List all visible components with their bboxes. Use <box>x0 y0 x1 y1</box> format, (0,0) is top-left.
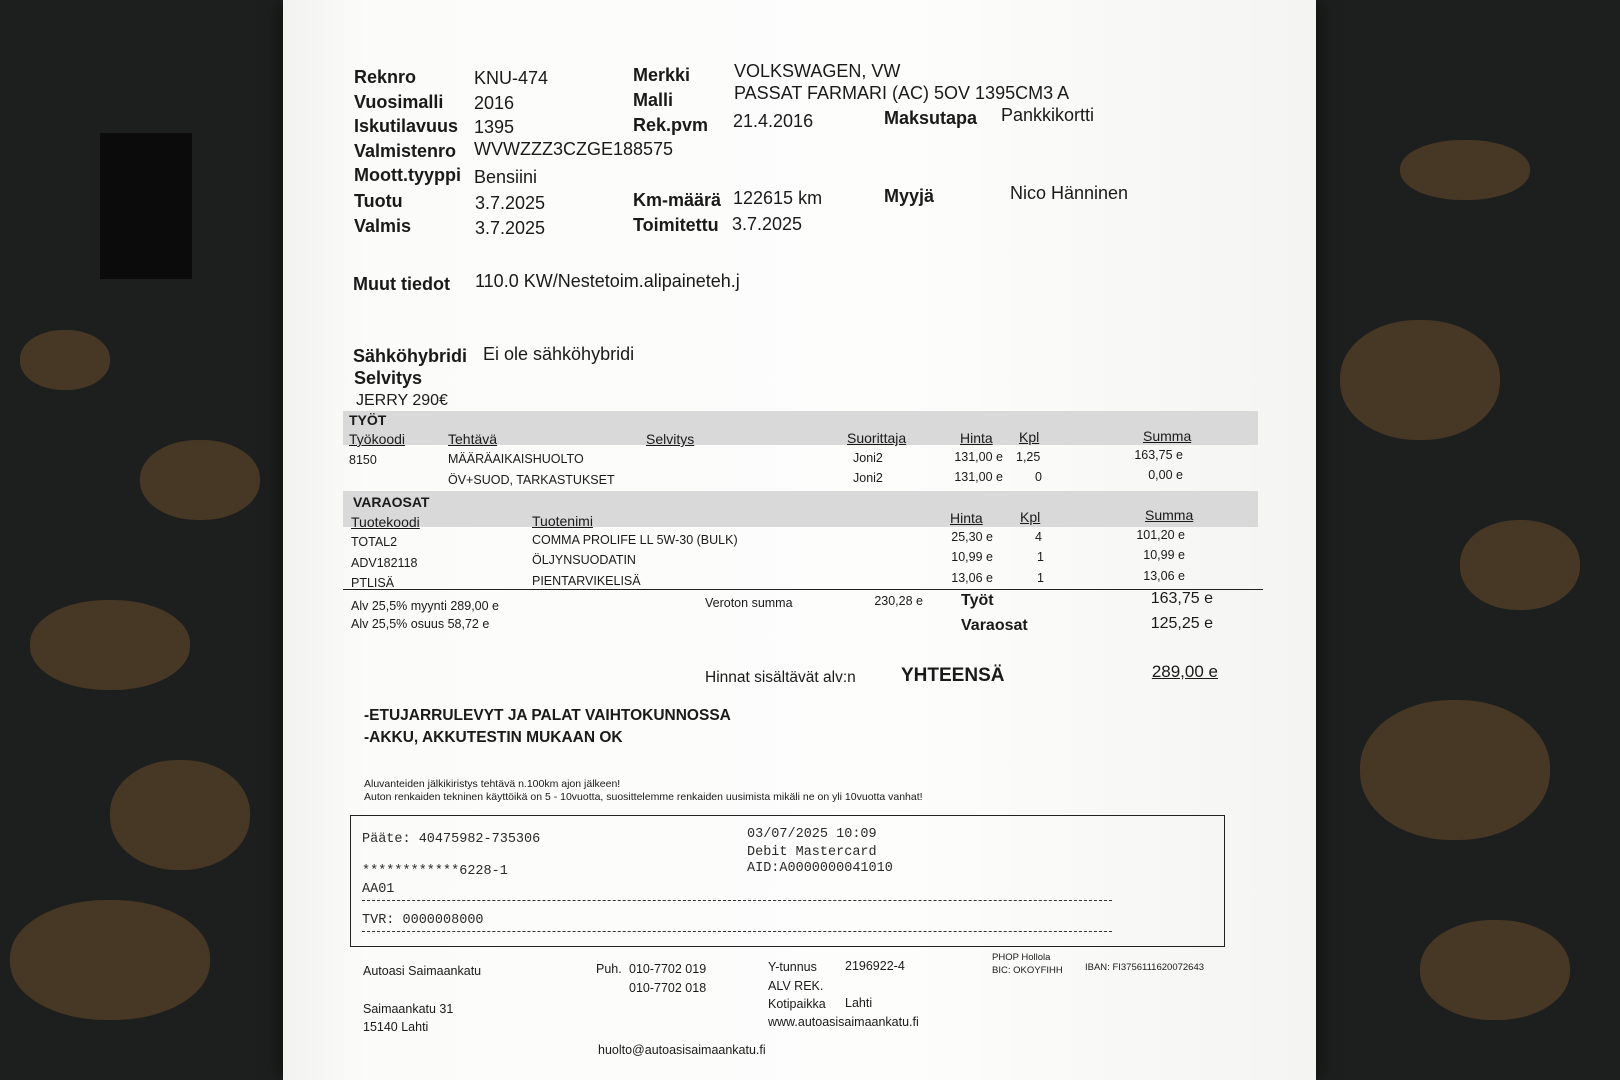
tyot-total-label: Työt <box>961 592 994 609</box>
osa-summa: 10,99 e <box>1143 548 1185 562</box>
tyo-summa: 163,75 e <box>1134 448 1183 462</box>
vuosimalli-label: Vuosimalli <box>354 92 444 112</box>
muut-label: Muut tiedot <box>353 274 450 294</box>
invoice-paper <box>283 0 1316 1080</box>
osa-koodi: ADV182118 <box>351 556 418 570</box>
th-kpl: Kpl <box>1019 429 1040 445</box>
receipt-datetime: 03/07/2025 10:09 <box>747 827 877 842</box>
note-line-2: -AKKU, AKKUTESTIN MUKAAN OK <box>364 729 623 746</box>
note-small-1: Aluvanteiden jälkikiristys tehtävä n.100km ajon jälkeen! <box>364 778 621 790</box>
footer-email[interactable]: huolto@autoasisaimaankatu.fi <box>598 1043 766 1057</box>
footer-iban: IBAN: FI3756111620072643 <box>1085 962 1205 973</box>
yhteensa-label: YHTEENSÄ <box>901 665 1005 686</box>
th-summa-varaosat: Summa <box>1145 507 1194 523</box>
receipt-aa: AA01 <box>362 882 395 897</box>
receipt-tvr: TVR: 0000008000 <box>362 913 484 928</box>
tyot-title: TYÖT <box>349 412 387 428</box>
tyot-total-value: 163,75 e <box>1150 590 1213 607</box>
tyo-suorittaja: Joni2 <box>853 471 883 485</box>
merkki-label: Merkki <box>633 65 691 85</box>
osa-koodi: PTLISÄ <box>351 576 395 590</box>
tyo-suorittaja: Joni2 <box>853 451 883 465</box>
valmistenro-value: WVWZZZ3CZGE188575 <box>474 139 674 159</box>
yhteensa-value: 289,00 e <box>1151 662 1218 681</box>
osa-kpl: 1 <box>1037 571 1044 585</box>
rekpvm-label: Rek.pvm <box>633 115 709 135</box>
footer-city: 15140 Lahti <box>363 1020 429 1034</box>
malli-label: Malli <box>633 90 674 110</box>
footer-alv: ALV REK. <box>768 979 824 993</box>
selvitys-value: JERRY 290€ <box>356 392 448 409</box>
footer-company: Autoasi Saimaankatu <box>363 964 482 978</box>
receipt-dash <box>362 900 1112 901</box>
myyja-value: Nico Hänninen <box>1010 183 1129 203</box>
footer-bic: BIC: OKOYFIHH <box>992 965 1063 976</box>
osa-koodi: TOTAL2 <box>351 535 398 549</box>
tyo-hinta: 131,00 e <box>954 470 1003 484</box>
receipt-aid: AID:A0000000041010 <box>747 861 893 876</box>
maksutapa-value: Pankkikortti <box>1001 105 1095 125</box>
tyo-summa: 0,00 e <box>1148 468 1183 482</box>
tyo-hinta: 131,00 e <box>954 450 1003 464</box>
osa-hinta: 10,99 e <box>951 550 993 564</box>
tyo-kpl: 0 <box>1035 470 1042 484</box>
toimitettu-label: Toimitettu <box>633 215 719 235</box>
reknro-value: KNU-474 <box>474 68 549 88</box>
footer-puh-label: Puh. <box>596 962 622 976</box>
moott-label: Moott.tyyppi <box>354 165 461 185</box>
varaosat-title: VARAOSAT <box>353 494 430 510</box>
th-tuotekoodi: Tuotekoodi <box>351 514 420 530</box>
osa-summa: 13,06 e <box>1143 569 1185 583</box>
receipt-dash <box>362 931 1112 932</box>
th-selvitys: Selvitys <box>646 431 695 447</box>
muut-value: 110.0 KW/Nestetoim.alipaineteh.j <box>475 271 740 291</box>
osa-kpl: 1 <box>1037 550 1044 564</box>
varaosat-header-band <box>343 491 1258 527</box>
iskutilavuus-label: Iskutilavuus <box>354 116 459 136</box>
th-tehtava: Tehtävä <box>448 431 498 447</box>
varaosat-total-label: Varaosat <box>961 617 1028 634</box>
alv-myynti: Alv 25,5% myynti 289,00 e <box>351 599 499 613</box>
note-small-2: Auton renkaiden tekninen käyttöikä on 5 - 10vuotta, suosittelemme renkaiden uusimista mikäli ne on yli 10vuotta vanhat! <box>364 791 923 803</box>
footer-ytunnus: 2196922-4 <box>845 959 905 973</box>
th-kpl-varaosat: Kpl <box>1020 509 1041 525</box>
osa-hinta: 25,30 e <box>951 530 993 544</box>
moott-value: Bensiini <box>474 167 538 187</box>
maksutapa-label: Maksutapa <box>884 108 978 128</box>
th-suorittaja: Suorittaja <box>847 430 907 446</box>
merkki-value: VOLKSWAGEN, VW <box>734 61 901 81</box>
km-value: 122615 km <box>733 188 823 208</box>
tyo-koodi: 8150 <box>349 453 377 467</box>
receipt-card-type: Debit Mastercard <box>747 845 877 860</box>
footer-puh2: 010-7702 018 <box>629 981 707 995</box>
iskutilavuus-value: 1395 <box>474 117 515 137</box>
th-hinta-varaosat: Hinta <box>950 510 983 526</box>
hinnat-note: Hinnat sisältävät alv:n <box>705 669 856 686</box>
hybridi-value: Ei ole sähköhybridi <box>483 344 635 364</box>
veroton-value: 230,28 e <box>874 594 923 608</box>
valmis-value: 3.7.2025 <box>475 218 546 238</box>
th-tyokoodi: Työkoodi <box>349 431 406 447</box>
valmis-label: Valmis <box>354 216 412 236</box>
th-summa: Summa <box>1143 428 1192 444</box>
rekpvm-value: 21.4.2016 <box>733 111 814 131</box>
footer-kotipaikka-label: Kotipaikka <box>768 997 826 1011</box>
osa-hinta: 13,06 e <box>951 571 993 585</box>
footer-street: Saimaankatu 31 <box>363 1002 454 1016</box>
note-line-1: -ETUJARRULEVYT JA PALAT VAIHTOKUNNOSSA <box>364 707 731 724</box>
th-tuotenimi: Tuotenimi <box>532 513 593 529</box>
alv-osuus: Alv 25,5% osuus 58,72 e <box>351 617 490 631</box>
toimitettu-value: 3.7.2025 <box>732 214 803 234</box>
valmistenro-label: Valmistenro <box>354 141 457 161</box>
tyo-kpl: 1,25 <box>1016 450 1041 464</box>
th-hinta: Hinta <box>960 430 993 446</box>
footer-puh1: 010-7702 019 <box>629 962 707 976</box>
tyo-tehtava: ÖV+SUOD, TARKASTUKSET <box>448 473 615 487</box>
reknro-label: Reknro <box>354 67 417 87</box>
osa-nimi: ÖLJYNSUODATIN <box>532 553 636 567</box>
selvitys-label: Selvitys <box>354 368 423 388</box>
veroton-label: Veroton summa <box>705 596 793 610</box>
receipt-paate: Pääte: 40475982-735306 <box>362 832 541 847</box>
km-label: Km-määrä <box>633 190 722 210</box>
footer-bank: PHOP Hollola <box>992 952 1051 963</box>
vuosimalli-value: 2016 <box>474 93 515 113</box>
tuotu-label: Tuotu <box>354 191 403 211</box>
myyja-label: Myyjä <box>884 186 935 206</box>
footer-web[interactable]: www.autoasisaimaankatu.fi <box>768 1015 919 1029</box>
osa-summa: 101,20 e <box>1136 528 1185 542</box>
malli-value: PASSAT FARMARI (AC) 5OV 1395CM3 A <box>734 83 1070 103</box>
receipt-card-no: ************6228-1 <box>362 864 508 879</box>
dark-slot <box>100 133 192 279</box>
footer-ytunnus-label: Y-tunnus <box>768 960 817 974</box>
footer-kotipaikka: Lahti <box>845 996 873 1010</box>
osa-kpl: 4 <box>1035 530 1042 544</box>
hybridi-label: Sähköhybridi <box>353 346 468 366</box>
tuotu-value: 3.7.2025 <box>475 193 546 213</box>
osa-nimi: COMMA PROLIFE LL 5W-30 (BULK) <box>532 533 738 547</box>
osa-nimi: PIENTARVIKELISÄ <box>532 574 641 588</box>
tyo-tehtava: MÄÄRÄAIKAISHUOLTO <box>448 452 584 466</box>
varaosat-total-value: 125,25 e <box>1150 615 1213 632</box>
